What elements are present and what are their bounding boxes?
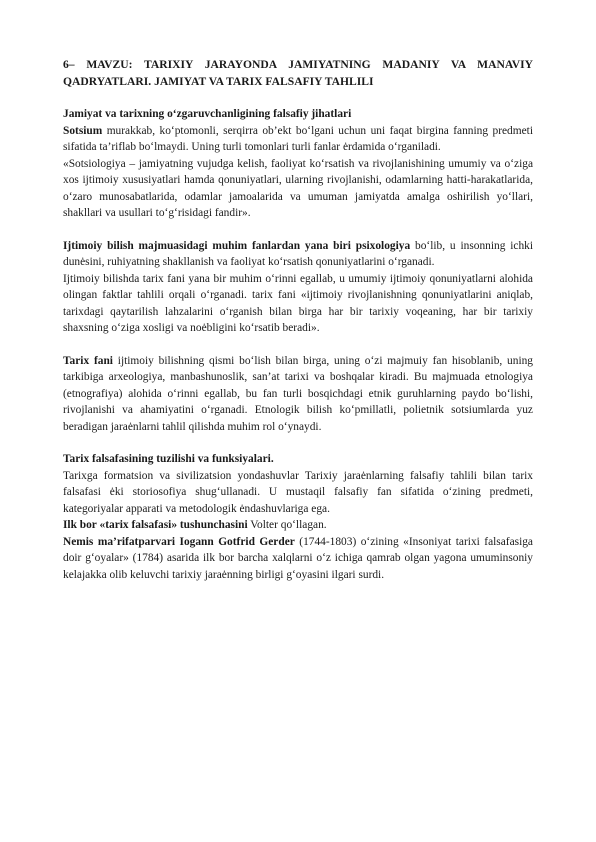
spacer (63, 222, 533, 238)
document-body (63, 57, 533, 583)
spacer (63, 90, 533, 106)
section3-paragraph-1 (63, 353, 533, 436)
section1-paragraph-2: «Sotsiologiya – jamiyatning vujudga kelish, faoliyat ko‘rsatish va rivojlanishining umumiy va o‘ziga xos ijtimoiy xususiyatlari hamda qonuniyatlari, ularning rivojlanishi, odamlarning hatti-harakatlarida, o‘zaro munosabatlarida, odamlar jamoalarida va umuman jamiyatda amalga oshirilish yo‘llari, shakllari va usullari to‘g‘risidagi fandir». (63, 157, 533, 219)
section2-p1-text: bo‘lib, u insonning ichki dunėsini, ruhiyatning shakllanish va faoliyat ko‘rsatish qonuniyatlarini o‘rganadi. (63, 239, 534, 268)
section4-heading: Tarix falsafasining tuzilishi va funksiyalari. (63, 453, 274, 465)
section4-paragraph-2 (63, 517, 533, 534)
section1-heading: Jamiyat va tarixning o‘zgaruvchanligining falsafiy jihatlari (63, 108, 352, 120)
section1-paragraph-1 (63, 123, 533, 156)
section1-p1-text: murakkab, ko‘ptomonli, serqirra ob’ekt bo‘lgani uchun uni faqat birgina fanning predmeti sifatida ta’riflab bo‘lmaydi. Uning turli tomonlari turli fanlar ėrdamida o‘rganiladi. (63, 124, 533, 153)
section4-p3-text: (1744-1803) o‘zining «Insoniyat tarixi falsafasiga doir g‘oyalar» (1784) asarida ilk bor barcha xalqlarni o‘z ichiga qamrab olgan yagona umuminsoniy kelajakka olib keluvchi tarixiy jaraėnning birligi g‘oyasini ilgari surdi. (63, 535, 533, 581)
section3-p1-text: ijtimoiy bilishning qismi bo‘lish bilan birga, uning o‘zi majmuiy fan hisoblanib, uning tarkibiga arxeologiya, manbashunoslik, san’at tarixi va boshqalar kiradi. Bu majmuada etnologiya (etnografiya) alohida o‘rinni egallab, bu fan turli bosqichdagi etnik guruhlarning paydo bo‘lishi, rivojlanishi va ahamiyatini o‘rganadi. Etnologik bilish ko‘pmillatli, polietnik sotsiumlarda yuz beradigan jaraėnlarni tahlil qilishda muhim rol o‘ynaydi. (63, 354, 534, 433)
section2-paragraph-2: Ijtimoiy bilishda tarix fani yana bir muhim o‘rinni egallab, u umumiy ijtimoiy qonuniyatlarni alohida olingan faktlar tahlili orqali o‘rganadi. tarix fani «ijtimoiy rivojlanishning qonuniyatlarini aniqlab, tarixdagi qaytarilish lahzalarini o‘rganish bilan birga har bir tarixiy voqeaning, har bir tarixiy shaxsning o‘ziga xosligi va noėbligini ko‘rsatib beradi». (63, 272, 533, 334)
section4-p2-text: Volter qo‘llagan. (247, 519, 327, 531)
spacer (63, 435, 533, 451)
section3-p1-lead: Tarix fani (63, 354, 113, 367)
section4-p3-lead: Nemis ma’rifatparvari Iogann Gotfrid Gerder (63, 535, 295, 548)
section4-paragraph-1: Tarixga formatsion va sivilizatsion yondashuvlar Tarixiy jaraėnlarning falsafiy tahlili bilan tarix falsafasi ėki storiosofiya shug‘ullanadi. U mustaqil falsafiy fan sifatida o‘zining predmeti, kategoriyalar apparati va metodologik ėndashuvlariga ega. (63, 469, 533, 515)
section1-p1-lead: Sotsium (63, 124, 103, 137)
section2-p1-lead: Ijtimoiy bilish majmuasidagi muhim fanlardan yana biri psixologiya (63, 239, 411, 252)
document-title: 6– MAVZU: TARIXIY JARAYONDA JAMIYATNING MADANIY VA MANAVIY QADRYATLARI. JAMIYAT VA TARIX FALSAFIY TAHLILI (63, 58, 533, 88)
section4-paragraph-3 (63, 534, 533, 584)
section2-paragraph-1 (63, 238, 533, 271)
spacer (63, 337, 533, 353)
section4-p2-lead: Ilk bor «tarix falsafasi» tushunchasini (63, 519, 248, 531)
